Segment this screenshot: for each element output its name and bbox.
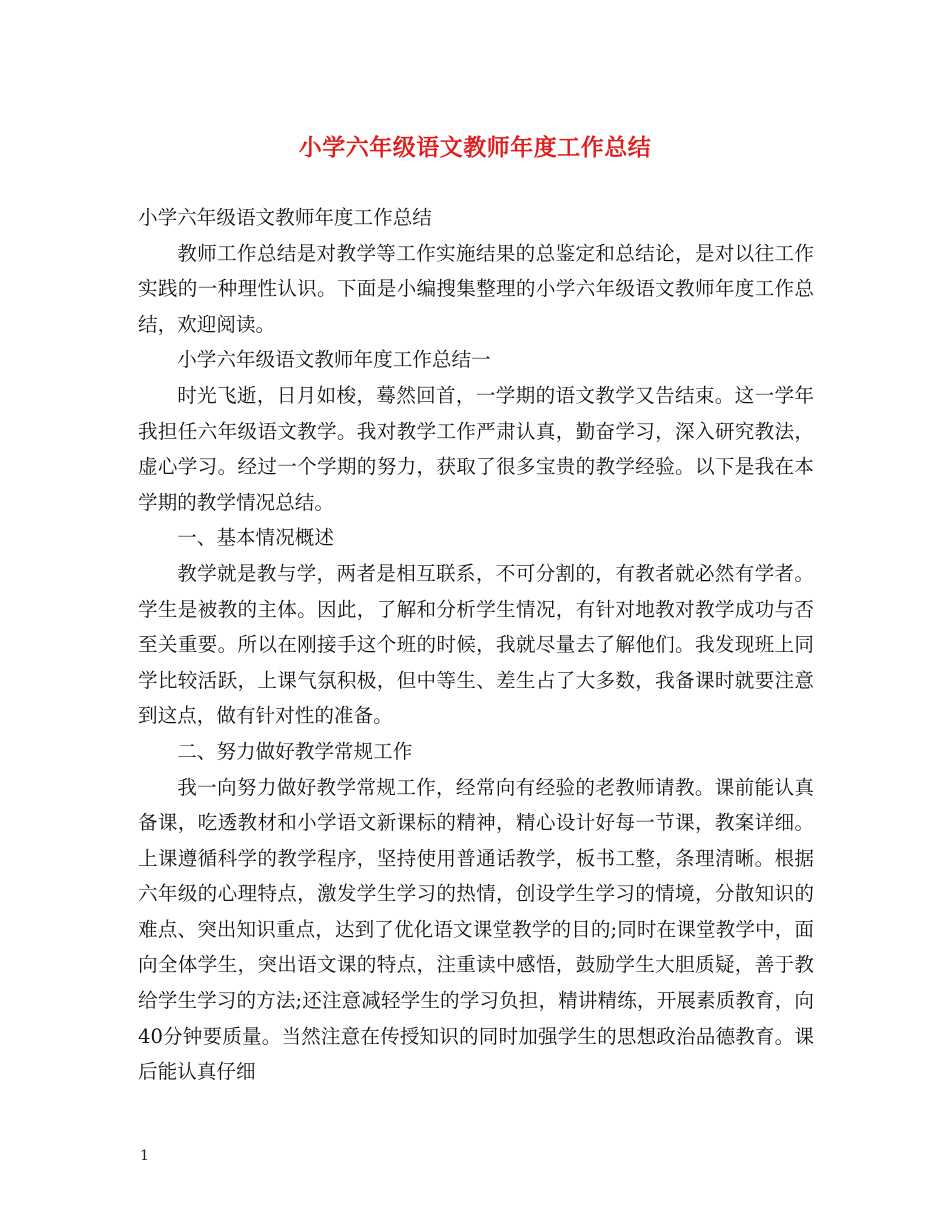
paragraph-basic-situation: 教学就是教与学，两者是相互联系，不可分割的，有教者就必然有学者。学生是被教的主体。因此，了解和分析学生情况，有针对地教对教学成功与否至关重要。所以在刚接手这个班的时候，我就尽量去了解他们。我发现班上同学比较活跃，上课气氛积极，但中等生、差生占了大多数，我备课时就要注意到这点，做有针对性的准备。 [138, 561, 814, 728]
document-body [138, 200, 814, 1090]
paragraph-teaching-routine: 我一向努力做好教学常规工作，经常向有经验的老教师请教。课前能认真备课，吃透教材和小学语文新课标的精神，精心设计好每一节课，教案详细。上课遵循科学的教学程序，坚持使用普通话教学，板书工整，条理清晰。根据六年级的心理特点，激发学生学习的热情，创设学生学习的情境，分散知识的难点、突出知识重点，达到了优化语文课堂教学的目的;同时在课堂教学中，面向全体学生，突出语文课的特点，注重读中感悟，鼓励学生大胆质疑，善于教给学生学习的方法;还注意减轻学生的学习负担，精讲精练，开展素质教育，向40分钟要质量。当然注意在传授知识的同时加强学生的思想政治品德教育。课后能认真仔细 [138, 775, 814, 1084]
document-title: 小学六年级语文教师年度工作总结 [298, 134, 652, 161]
section-heading-teaching-routine: 二、努力做好教学常规工作 [177, 739, 413, 763]
section-heading-basic-situation: 一、基本情况概述 [177, 526, 334, 550]
page-number: 1 [140, 1148, 149, 1164]
paragraph-subtitle: 小学六年级语文教师年度工作总结 [138, 206, 432, 229]
paragraph-opening: 时光飞逝，日月如梭，蓦然回首，一学期的语文教学又告结束。这一学年我担任六年级语文教学。我对教学工作严肃认真，勤奋学习，深入研究教法，虚心学习。经过一个学期的努力，获取了很多宝贵的教学经验。以下是我在本学期的教学情况总结。 [138, 383, 814, 514]
section-heading-summary-one: 小学六年级语文教师年度工作总结一 [177, 348, 491, 372]
paragraph-intro: 教师工作总结是对教学等工作实施结果的总鉴定和总结论，是对以往工作实践的一种理性认识。下面是小编搜集整理的小学六年级语文教师年度工作总结，欢迎阅读。 [138, 241, 814, 336]
